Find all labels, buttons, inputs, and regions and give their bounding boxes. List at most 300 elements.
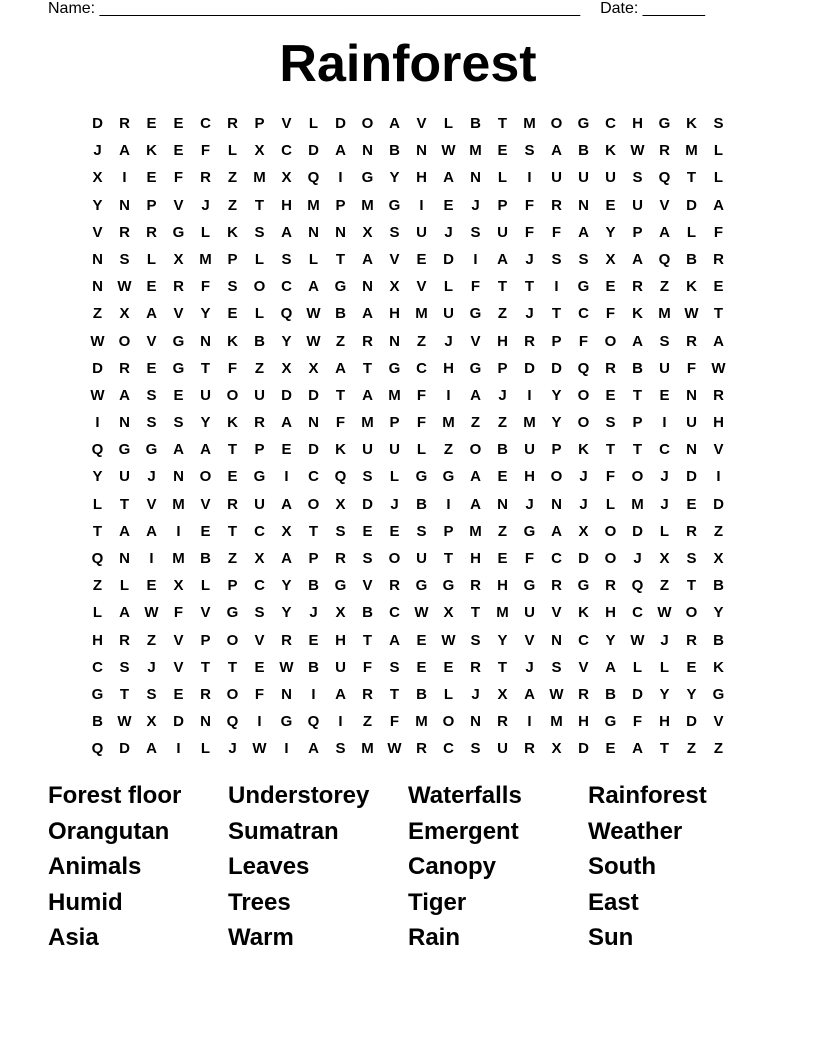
grid-letter[interactable]: L: [443, 115, 454, 132]
grid-letter[interactable]: C: [254, 522, 265, 540]
grid-letter[interactable]: L: [605, 495, 616, 513]
grid-letter[interactable]: X: [578, 522, 589, 540]
grid-letter[interactable]: E: [605, 740, 616, 758]
grid-letter[interactable]: L: [713, 142, 724, 160]
grid-letter[interactable]: P: [632, 223, 643, 241]
grid-letter[interactable]: J: [228, 740, 237, 758]
grid-letter[interactable]: K: [335, 441, 346, 459]
grid-letter[interactable]: U: [497, 223, 508, 241]
grid-letter[interactable]: Q: [658, 250, 671, 268]
grid-letter[interactable]: H: [443, 359, 454, 377]
grid-letter[interactable]: M: [307, 196, 320, 214]
grid-letter[interactable]: D: [308, 441, 319, 459]
grid-letter[interactable]: O: [631, 468, 644, 486]
grid-letter[interactable]: S: [146, 414, 157, 432]
grid-letter[interactable]: A: [281, 223, 292, 241]
grid-letter[interactable]: I: [122, 169, 127, 187]
grid-letter[interactable]: F: [713, 223, 724, 241]
grid-letter[interactable]: E: [605, 278, 616, 296]
grid-letter[interactable]: A: [146, 740, 157, 758]
grid-letter[interactable]: J: [471, 196, 480, 214]
grid-letter[interactable]: W: [306, 332, 321, 350]
grid-letter[interactable]: X: [362, 223, 373, 241]
grid-letter[interactable]: R: [146, 223, 157, 241]
grid-letter[interactable]: B: [578, 142, 589, 160]
grid-letter[interactable]: Z: [335, 332, 346, 350]
grid-letter[interactable]: E: [659, 386, 670, 404]
grid-letter[interactable]: E: [146, 359, 157, 377]
grid-letter[interactable]: I: [338, 713, 343, 731]
grid-letter[interactable]: F: [605, 305, 616, 323]
grid-letter[interactable]: B: [389, 142, 400, 160]
grid-letter[interactable]: Y: [605, 223, 616, 241]
grid-letter[interactable]: S: [389, 658, 400, 676]
grid-letter[interactable]: T: [335, 386, 346, 404]
grid-letter[interactable]: F: [362, 658, 373, 676]
grid-letter[interactable]: U: [335, 658, 346, 676]
grid-letter[interactable]: G: [280, 713, 293, 731]
grid-letter[interactable]: N: [470, 169, 481, 187]
grid-letter[interactable]: Q: [631, 577, 644, 595]
grid-letter[interactable]: S: [335, 740, 346, 758]
grid-letter[interactable]: U: [254, 495, 265, 513]
grid-letter[interactable]: E: [416, 658, 427, 676]
grid-letter[interactable]: T: [200, 359, 211, 377]
grid-letter[interactable]: R: [551, 577, 562, 595]
grid-letter[interactable]: Z: [470, 414, 481, 432]
grid-letter[interactable]: F: [524, 196, 535, 214]
grid-letter[interactable]: O: [604, 522, 617, 540]
grid-letter[interactable]: Q: [280, 305, 293, 323]
grid-letter[interactable]: A: [632, 250, 643, 268]
grid-letter[interactable]: R: [713, 250, 724, 268]
grid-letter[interactable]: V: [389, 250, 400, 268]
grid-letter[interactable]: S: [713, 115, 724, 132]
grid-letter[interactable]: U: [605, 169, 616, 187]
grid-letter[interactable]: I: [527, 713, 532, 731]
grid-letter[interactable]: K: [686, 278, 697, 296]
grid-letter[interactable]: H: [281, 196, 292, 214]
grid-letter[interactable]: X: [173, 577, 184, 595]
grid-letter[interactable]: J: [660, 631, 669, 649]
grid-letter[interactable]: G: [469, 305, 482, 323]
grid-letter[interactable]: C: [281, 278, 292, 296]
grid-letter[interactable]: J: [525, 658, 534, 676]
grid-letter[interactable]: X: [389, 278, 400, 296]
grid-letter[interactable]: K: [227, 332, 238, 350]
grid-letter[interactable]: E: [146, 115, 157, 132]
grid-letter[interactable]: R: [416, 740, 427, 758]
grid-letter[interactable]: U: [524, 441, 535, 459]
grid-letter[interactable]: V: [659, 196, 670, 214]
grid-letter[interactable]: N: [308, 414, 319, 432]
grid-letter[interactable]: E: [146, 169, 157, 187]
grid-letter[interactable]: U: [416, 223, 427, 241]
grid-letter[interactable]: T: [686, 577, 697, 595]
grid-letter[interactable]: G: [172, 332, 185, 350]
grid-letter[interactable]: A: [632, 740, 643, 758]
grid-letter[interactable]: M: [685, 142, 698, 160]
grid-letter[interactable]: L: [632, 658, 643, 676]
grid-letter[interactable]: S: [227, 278, 238, 296]
grid-letter[interactable]: X: [335, 495, 346, 513]
grid-letter[interactable]: A: [281, 414, 292, 432]
grid-letter[interactable]: J: [147, 468, 156, 486]
grid-letter[interactable]: N: [119, 414, 130, 432]
grid-letter[interactable]: O: [388, 550, 401, 567]
grid-letter[interactable]: R: [578, 685, 589, 703]
grid-letter[interactable]: F: [200, 142, 211, 160]
grid-letter[interactable]: A: [308, 278, 319, 296]
grid-letter[interactable]: B: [470, 115, 481, 132]
grid-letter[interactable]: H: [497, 577, 508, 595]
grid-letter[interactable]: A: [470, 386, 481, 404]
grid-letter[interactable]: T: [335, 250, 346, 268]
grid-letter[interactable]: G: [388, 196, 401, 214]
grid-letter[interactable]: R: [119, 631, 130, 649]
grid-letter[interactable]: H: [578, 713, 589, 731]
grid-letter[interactable]: T: [605, 441, 616, 459]
grid-letter[interactable]: Y: [605, 631, 616, 649]
grid-letter[interactable]: G: [442, 468, 455, 486]
grid-letter[interactable]: L: [146, 250, 157, 268]
grid-letter[interactable]: T: [227, 522, 238, 540]
grid-letter[interactable]: D: [632, 522, 643, 540]
grid-letter[interactable]: D: [119, 740, 130, 758]
grid-letter[interactable]: L: [254, 250, 265, 268]
grid-letter[interactable]: J: [444, 332, 453, 350]
grid-letter[interactable]: A: [524, 685, 535, 703]
grid-letter[interactable]: L: [92, 604, 103, 622]
grid-letter[interactable]: G: [334, 577, 347, 595]
grid-letter[interactable]: M: [361, 414, 374, 432]
grid-letter[interactable]: K: [578, 441, 589, 459]
grid-letter[interactable]: R: [119, 223, 130, 241]
grid-letter[interactable]: Z: [227, 550, 238, 567]
grid-letter[interactable]: A: [362, 386, 373, 404]
grid-letter[interactable]: I: [527, 169, 532, 187]
grid-letter[interactable]: P: [335, 196, 346, 214]
grid-letter[interactable]: F: [686, 359, 697, 377]
grid-letter[interactable]: A: [335, 142, 346, 160]
grid-letter[interactable]: T: [713, 305, 724, 323]
grid-letter[interactable]: W: [630, 631, 645, 649]
grid-letter[interactable]: L: [713, 169, 724, 187]
grid-letter[interactable]: T: [497, 278, 508, 296]
grid-letter[interactable]: D: [524, 359, 535, 377]
grid-letter[interactable]: J: [579, 495, 588, 513]
grid-letter[interactable]: R: [254, 414, 265, 432]
grid-letter[interactable]: T: [92, 522, 103, 540]
grid-letter[interactable]: D: [632, 685, 643, 703]
grid-letter[interactable]: I: [527, 386, 532, 404]
grid-letter[interactable]: V: [173, 631, 184, 649]
grid-letter[interactable]: R: [119, 359, 130, 377]
grid-letter[interactable]: H: [416, 169, 427, 187]
grid-letter[interactable]: W: [549, 685, 564, 703]
grid-letter[interactable]: X: [92, 169, 103, 187]
grid-letter[interactable]: O: [226, 685, 239, 703]
grid-letter[interactable]: X: [308, 359, 319, 377]
grid-letter[interactable]: D: [335, 115, 346, 132]
grid-letter[interactable]: X: [146, 713, 157, 731]
grid-letter[interactable]: S: [335, 522, 346, 540]
grid-letter[interactable]: I: [662, 414, 667, 432]
grid-letter[interactable]: A: [281, 550, 292, 567]
grid-letter[interactable]: T: [497, 115, 508, 132]
grid-letter[interactable]: Q: [307, 169, 320, 187]
grid-letter[interactable]: E: [497, 142, 508, 160]
grid-letter[interactable]: X: [281, 359, 292, 377]
grid-letter[interactable]: W: [657, 604, 672, 622]
grid-letter[interactable]: E: [173, 685, 184, 703]
grid-letter[interactable]: D: [686, 196, 697, 214]
grid-letter[interactable]: Y: [281, 604, 292, 622]
grid-letter[interactable]: F: [200, 278, 211, 296]
grid-letter[interactable]: E: [281, 441, 292, 459]
grid-letter[interactable]: J: [579, 468, 588, 486]
grid-letter[interactable]: U: [254, 386, 265, 404]
grid-letter[interactable]: V: [173, 658, 184, 676]
grid-letter[interactable]: W: [387, 740, 402, 758]
grid-letter[interactable]: R: [335, 550, 346, 567]
grid-letter[interactable]: P: [308, 550, 319, 567]
grid-letter[interactable]: X: [119, 305, 130, 323]
grid-letter[interactable]: Y: [281, 332, 292, 350]
grid-letter[interactable]: E: [497, 468, 508, 486]
grid-letter[interactable]: M: [172, 550, 185, 567]
grid-letter[interactable]: B: [254, 332, 265, 350]
grid-letter[interactable]: T: [119, 685, 130, 703]
grid-letter[interactable]: V: [173, 196, 184, 214]
grid-letter[interactable]: W: [117, 713, 132, 731]
grid-letter[interactable]: W: [441, 631, 456, 649]
grid-letter[interactable]: R: [362, 332, 373, 350]
grid-letter[interactable]: M: [658, 305, 671, 323]
grid-letter[interactable]: G: [415, 577, 428, 595]
grid-letter[interactable]: N: [119, 196, 130, 214]
grid-letter[interactable]: W: [252, 740, 267, 758]
grid-letter[interactable]: O: [442, 713, 455, 731]
grid-letter[interactable]: Y: [551, 414, 562, 432]
grid-letter[interactable]: L: [686, 223, 697, 241]
grid-letter[interactable]: F: [470, 278, 481, 296]
grid-letter[interactable]: O: [550, 468, 563, 486]
grid-letter[interactable]: T: [119, 495, 130, 513]
grid-letter[interactable]: R: [686, 631, 697, 649]
grid-letter[interactable]: A: [470, 468, 481, 486]
grid-letter[interactable]: R: [470, 577, 481, 595]
grid-letter[interactable]: P: [497, 359, 508, 377]
grid-letter[interactable]: C: [308, 468, 319, 486]
grid-letter[interactable]: E: [605, 386, 616, 404]
grid-letter[interactable]: H: [335, 631, 346, 649]
grid-letter[interactable]: G: [415, 468, 428, 486]
grid-letter[interactable]: D: [92, 359, 103, 377]
grid-letter[interactable]: R: [632, 278, 643, 296]
grid-letter[interactable]: T: [254, 196, 265, 214]
grid-letter[interactable]: X: [497, 685, 508, 703]
grid-letter[interactable]: I: [176, 522, 181, 540]
grid-letter[interactable]: S: [470, 223, 481, 241]
grid-letter[interactable]: T: [308, 522, 319, 540]
grid-letter[interactable]: Q: [658, 169, 671, 187]
grid-letter[interactable]: X: [281, 169, 292, 187]
grid-letter[interactable]: A: [119, 522, 130, 540]
grid-letter[interactable]: K: [227, 223, 238, 241]
grid-letter[interactable]: T: [227, 658, 238, 676]
grid-letter[interactable]: Q: [334, 468, 347, 486]
grid-letter[interactable]: T: [200, 658, 211, 676]
grid-letter[interactable]: J: [498, 386, 507, 404]
grid-letter[interactable]: V: [470, 332, 481, 350]
grid-letter[interactable]: M: [253, 169, 266, 187]
grid-letter[interactable]: W: [684, 305, 699, 323]
grid-letter[interactable]: B: [686, 250, 697, 268]
grid-letter[interactable]: W: [414, 604, 429, 622]
grid-letter[interactable]: G: [523, 522, 536, 540]
grid-letter[interactable]: I: [446, 495, 451, 513]
grid-letter[interactable]: X: [443, 604, 454, 622]
grid-letter[interactable]: H: [659, 713, 670, 731]
grid-letter[interactable]: U: [200, 386, 211, 404]
grid-letter[interactable]: I: [257, 713, 262, 731]
grid-letter[interactable]: X: [254, 550, 265, 567]
grid-letter[interactable]: U: [659, 359, 670, 377]
grid-letter[interactable]: S: [551, 658, 562, 676]
grid-letter[interactable]: W: [279, 658, 294, 676]
grid-letter[interactable]: A: [146, 305, 157, 323]
grid-letter[interactable]: Z: [713, 522, 724, 540]
grid-letter[interactable]: V: [92, 223, 103, 241]
grid-letter[interactable]: E: [443, 658, 454, 676]
grid-letter[interactable]: W: [117, 278, 132, 296]
grid-letter[interactable]: E: [308, 631, 319, 649]
grid-letter[interactable]: G: [577, 115, 590, 132]
grid-letter[interactable]: L: [389, 468, 400, 486]
grid-letter[interactable]: S: [281, 250, 292, 268]
grid-letter[interactable]: J: [93, 142, 102, 160]
grid-letter[interactable]: V: [173, 305, 184, 323]
grid-letter[interactable]: S: [119, 250, 130, 268]
grid-letter[interactable]: U: [443, 305, 454, 323]
grid-letter[interactable]: G: [712, 685, 725, 703]
grid-letter[interactable]: N: [686, 386, 697, 404]
grid-letter[interactable]: M: [199, 250, 212, 268]
grid-letter[interactable]: M: [469, 142, 482, 160]
grid-letter[interactable]: V: [362, 577, 373, 595]
grid-letter[interactable]: Y: [713, 604, 724, 622]
grid-letter[interactable]: B: [362, 604, 373, 622]
grid-letter[interactable]: U: [578, 169, 589, 187]
grid-letter[interactable]: N: [551, 495, 562, 513]
date-field[interactable]: Date: _______: [600, 0, 706, 17]
grid-letter[interactable]: J: [471, 685, 480, 703]
grid-letter[interactable]: E: [389, 522, 400, 540]
grid-letter[interactable]: G: [361, 169, 374, 187]
grid-letter[interactable]: X: [254, 142, 265, 160]
grid-letter[interactable]: I: [95, 414, 100, 432]
grid-letter[interactable]: G: [226, 604, 239, 622]
grid-letter[interactable]: J: [525, 305, 534, 323]
grid-letter[interactable]: V: [416, 278, 427, 296]
grid-letter[interactable]: E: [254, 658, 265, 676]
grid-letter[interactable]: H: [632, 115, 643, 132]
grid-letter[interactable]: S: [173, 414, 184, 432]
grid-letter[interactable]: P: [227, 577, 238, 595]
grid-letter[interactable]: Z: [713, 740, 724, 758]
grid-letter[interactable]: N: [362, 142, 373, 160]
grid-letter[interactable]: C: [200, 115, 211, 132]
grid-letter[interactable]: F: [254, 685, 265, 703]
grid-letter[interactable]: Z: [254, 359, 265, 377]
grid-letter[interactable]: R: [200, 685, 211, 703]
grid-letter[interactable]: A: [362, 250, 373, 268]
grid-letter[interactable]: Z: [92, 577, 103, 595]
grid-letter[interactable]: N: [686, 441, 697, 459]
grid-letter[interactable]: S: [578, 250, 589, 268]
grid-letter[interactable]: J: [201, 196, 210, 214]
grid-letter[interactable]: M: [172, 495, 185, 513]
grid-letter[interactable]: Z: [659, 577, 670, 595]
grid-letter[interactable]: A: [173, 441, 184, 459]
grid-letter[interactable]: I: [284, 740, 289, 758]
grid-letter[interactable]: B: [605, 685, 616, 703]
grid-letter[interactable]: A: [632, 332, 643, 350]
grid-letter[interactable]: U: [119, 468, 130, 486]
grid-letter[interactable]: S: [470, 631, 481, 649]
grid-letter[interactable]: L: [416, 441, 427, 459]
grid-letter[interactable]: S: [659, 332, 670, 350]
grid-letter[interactable]: F: [227, 359, 238, 377]
grid-letter[interactable]: O: [550, 115, 563, 132]
grid-letter[interactable]: Y: [92, 468, 103, 486]
grid-letter[interactable]: D: [578, 550, 589, 567]
grid-letter[interactable]: E: [713, 278, 724, 296]
grid-letter[interactable]: C: [416, 359, 427, 377]
grid-letter[interactable]: S: [551, 250, 562, 268]
grid-letter[interactable]: E: [173, 386, 184, 404]
grid-letter[interactable]: P: [227, 250, 238, 268]
grid-letter[interactable]: C: [632, 604, 643, 622]
grid-letter[interactable]: I: [419, 196, 424, 214]
grid-letter[interactable]: V: [146, 332, 157, 350]
grid-letter[interactable]: B: [416, 495, 427, 513]
grid-letter[interactable]: W: [441, 142, 456, 160]
grid-letter[interactable]: G: [253, 468, 266, 486]
grid-letter[interactable]: H: [605, 604, 616, 622]
grid-letter[interactable]: V: [146, 495, 157, 513]
grid-letter[interactable]: E: [146, 278, 157, 296]
grid-letter[interactable]: A: [605, 658, 616, 676]
grid-letter[interactable]: C: [605, 115, 616, 132]
grid-letter[interactable]: C: [578, 631, 589, 649]
grid-letter[interactable]: R: [470, 658, 481, 676]
grid-letter[interactable]: P: [443, 522, 454, 540]
grid-letter[interactable]: O: [226, 631, 239, 649]
grid-letter[interactable]: J: [660, 468, 669, 486]
grid-letter[interactable]: Z: [497, 414, 508, 432]
grid-letter[interactable]: A: [470, 495, 481, 513]
grid-letter[interactable]: S: [362, 550, 373, 567]
grid-letter[interactable]: U: [524, 604, 535, 622]
grid-letter[interactable]: K: [578, 604, 589, 622]
grid-letter[interactable]: A: [119, 604, 130, 622]
grid-letter[interactable]: L: [659, 522, 670, 540]
grid-letter[interactable]: I: [338, 169, 343, 187]
grid-letter[interactable]: E: [416, 631, 427, 649]
grid-letter[interactable]: J: [660, 495, 669, 513]
